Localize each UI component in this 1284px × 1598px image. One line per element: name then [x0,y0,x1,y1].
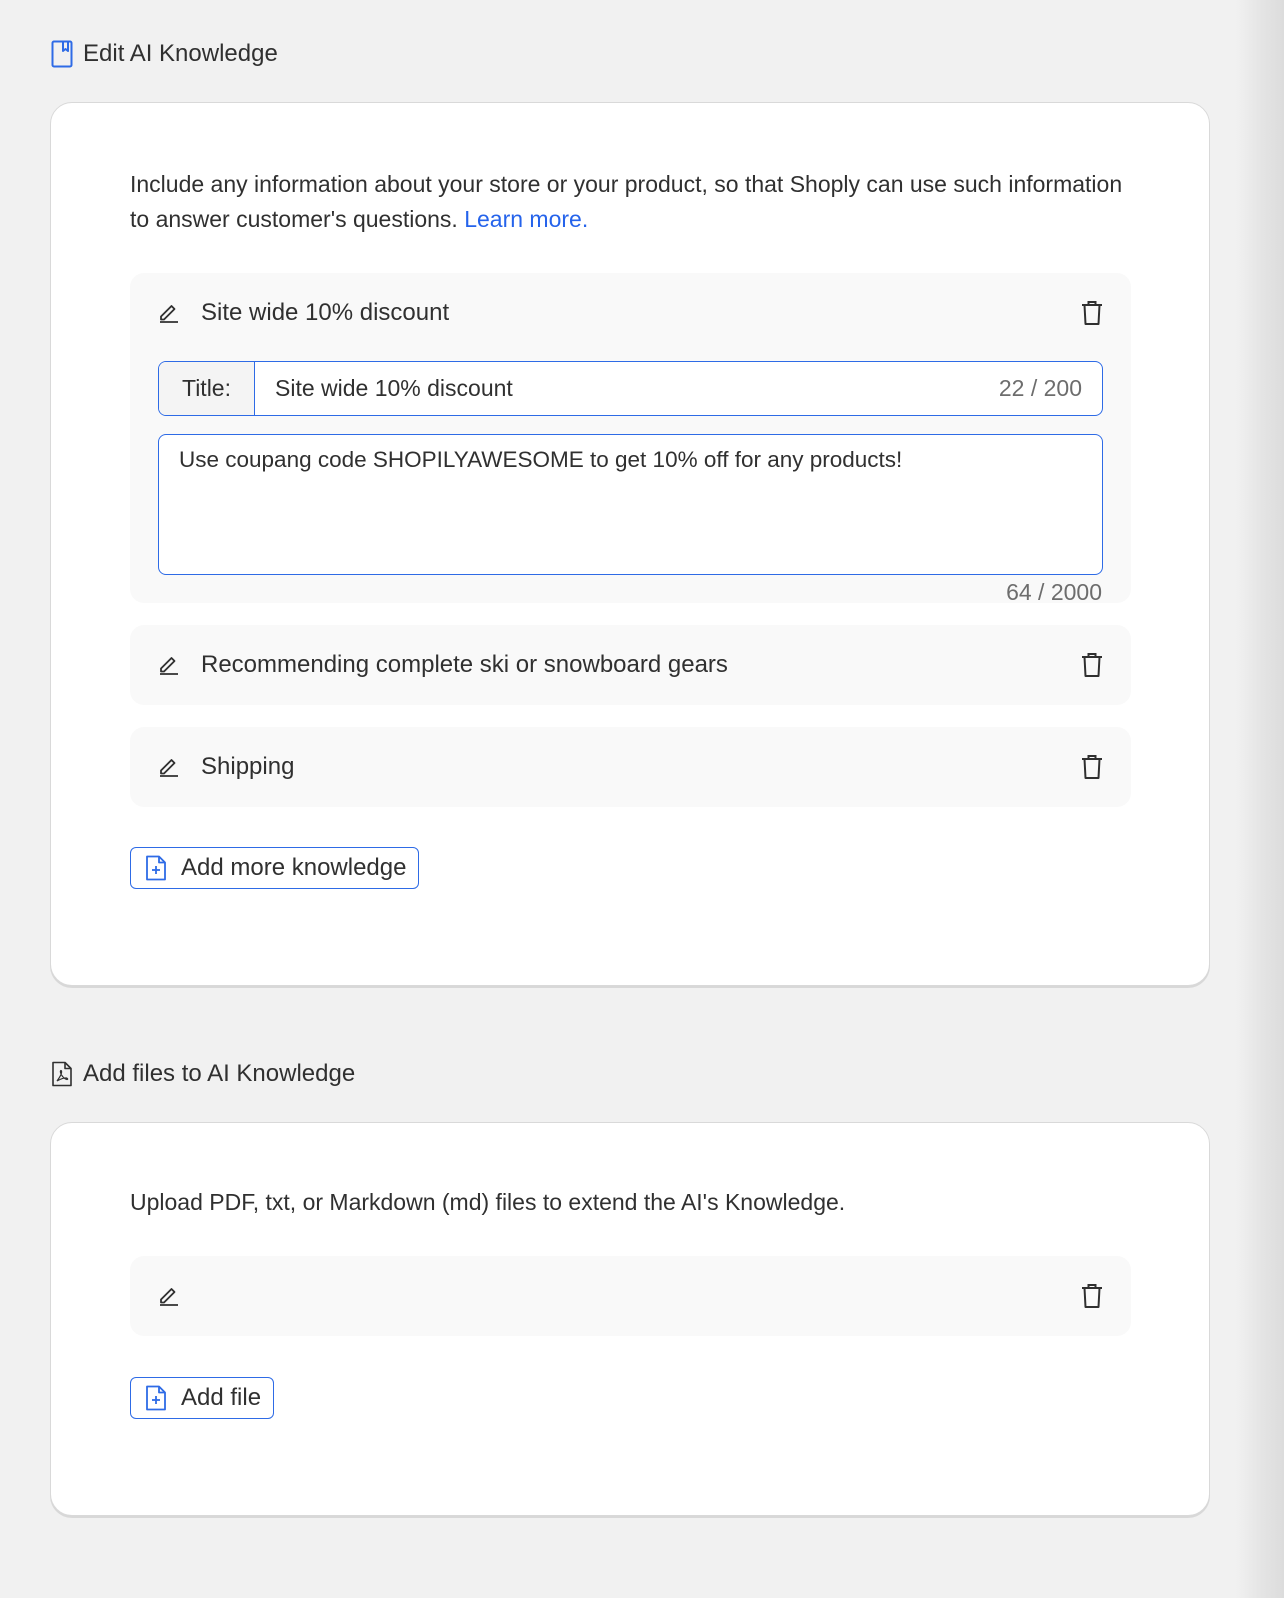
knowledge-item-header[interactable] [130,273,1131,353]
knowledge-item-ski-gears [130,625,1131,705]
file-plus-icon [145,1385,167,1411]
pencil-icon[interactable] [158,301,180,323]
scroll-shadow [1236,0,1284,1598]
learn-more-link[interactable]: Learn more. [464,206,589,232]
files-description: Upload PDF, txt, or Markdown (md) files to extend the AI's Knowledge. [130,1189,846,1215]
knowledge-item-title: Site wide 10% discount [201,299,450,326]
file-item-header[interactable] [130,1256,1131,1336]
add-file-label: Add file [181,1384,262,1411]
knowledge-item-site-wide-discount [130,273,1131,603]
add-files-heading [51,1060,355,1088]
edit-knowledge-title: Edit AI Knowledge [83,40,278,67]
edit-knowledge-card [50,102,1210,986]
add-file-button[interactable] [130,1377,274,1419]
pencil-icon[interactable] [158,1284,180,1306]
title-char-count: 22 / 200 [998,375,1082,401]
bookmark-book-icon [51,40,73,68]
body-char-count: 64 / 2000 [1006,579,1102,605]
trash-icon[interactable] [1081,754,1103,780]
knowledge-description: Include any information about your store or your product, so that Shoply can use such information to answer customer's questions. Learn more. [130,171,1123,232]
pencil-icon[interactable] [158,653,180,675]
trash-icon[interactable] [1081,300,1103,326]
knowledge-item-title: Shipping [201,753,295,780]
file-plus-icon [145,855,167,881]
pdf-file-icon [51,1061,73,1087]
file-item [130,1256,1131,1336]
add-more-knowledge-button[interactable] [130,847,419,889]
knowledge-item-header[interactable] [130,727,1131,807]
knowledge-body-textarea[interactable] [158,434,1103,575]
title-field [158,361,1103,416]
trash-icon[interactable] [1081,652,1103,678]
add-files-title: Add files to AI Knowledge [83,1060,356,1087]
edit-knowledge-heading [51,40,278,68]
trash-icon[interactable] [1081,1283,1103,1309]
add-more-knowledge-label: Add more knowledge [181,854,407,881]
add-files-card [50,1122,1210,1516]
knowledge-item-title: Recommending complete ski or snowboard gears [201,651,728,678]
pencil-icon[interactable] [158,755,180,777]
title-label: Title: [159,362,255,415]
knowledge-item-shipping [130,727,1131,807]
title-input[interactable] [255,375,999,402]
knowledge-item-header[interactable] [130,625,1131,705]
